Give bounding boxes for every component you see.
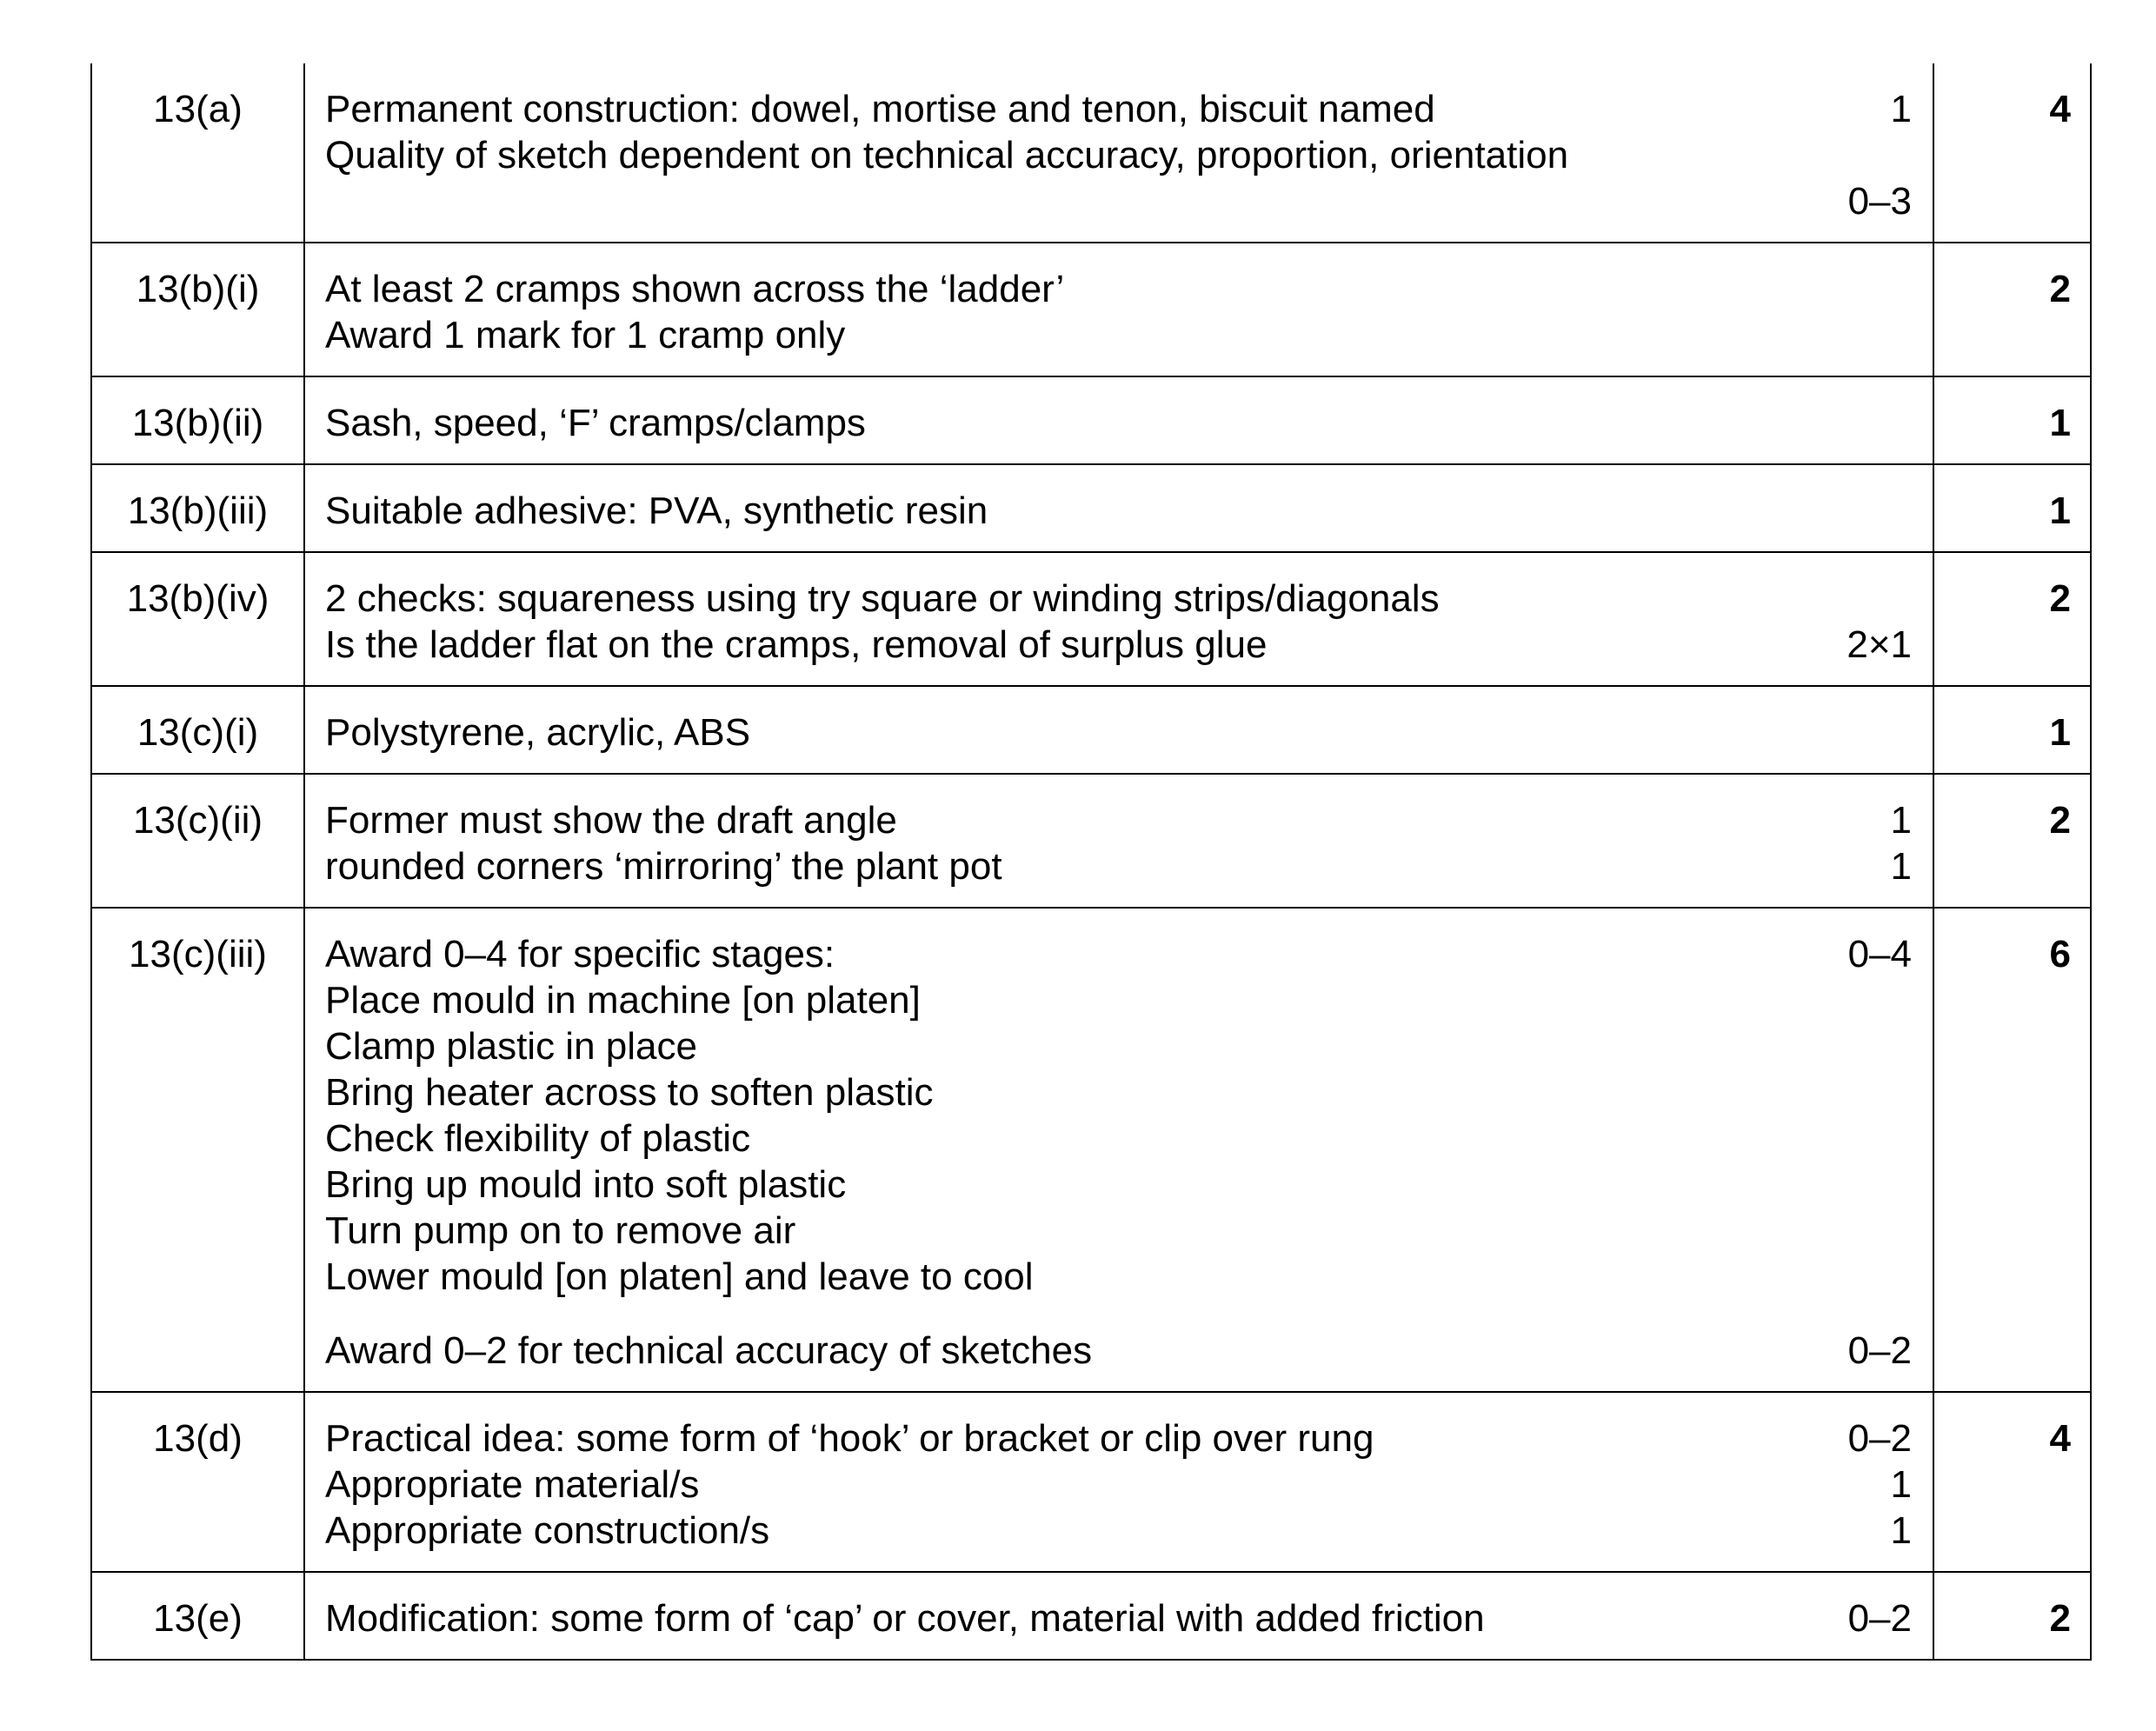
answer-line — [325, 178, 1912, 224]
answer-text: Former must show the draft angle — [325, 799, 897, 842]
answer-line — [325, 1328, 1912, 1374]
answer-text: 2 checks: squareness using try square or winding strips/diagonals — [325, 577, 1440, 620]
answer-line — [325, 1069, 1912, 1115]
total-marks: 4 — [2049, 88, 2071, 130]
table-row — [92, 1573, 2090, 1661]
total-marks: 2 — [2049, 799, 2071, 842]
answer-text: Place mould in machine [on platen] — [325, 979, 921, 1022]
answer-cell — [305, 63, 1934, 242]
answer-text: Polystyrene, acrylic, ABS — [325, 711, 751, 754]
question-number: 13(c)(ii) — [92, 775, 305, 907]
answer-line — [325, 1254, 1912, 1300]
mark-allocation: 0–2 — [1847, 1417, 1912, 1460]
answer-text: Clamp plastic in place — [325, 1025, 697, 1068]
answer-cell — [305, 909, 1934, 1391]
answer-line — [325, 576, 1912, 622]
answer-line — [325, 931, 1912, 977]
answer-text: Quality of sketch dependent on technical accuracy, proportion, orientation — [325, 134, 1569, 176]
answer-text: Award 0–2 for technical accuracy of sketches — [325, 1329, 1093, 1372]
answer-line — [325, 488, 1912, 534]
answer-text: Appropriate material/s — [325, 1463, 700, 1506]
answer-cell — [305, 1573, 1934, 1659]
answer-text: Award 0–4 for specific stages: — [325, 933, 835, 975]
mark-allocation: 1 — [1890, 1463, 1912, 1506]
answer-line — [325, 312, 1912, 358]
question-number: 13(b)(iv) — [92, 553, 305, 685]
answer-text: Sash, speed, ‘F’ cramps/clamps — [325, 402, 866, 444]
mark-allocation: 0–4 — [1847, 933, 1912, 975]
table-row — [92, 465, 2090, 553]
answer-text: Practical idea: some form of ‘hook’ or bracket or clip over rung — [325, 1417, 1374, 1460]
answer-cell — [305, 553, 1934, 685]
answer-cell — [305, 465, 1934, 551]
answer-cell — [305, 377, 1934, 463]
answer-text: Permanent construction: dowel, mortise and tenon, biscuit named — [325, 88, 1435, 130]
answer-text: Is the ladder flat on the cramps, removal of surplus glue — [325, 623, 1268, 666]
answer-line — [325, 1461, 1912, 1508]
answer-line — [325, 1023, 1912, 1069]
answer-text: Award 1 mark for 1 cramp only — [325, 314, 846, 356]
total-marks: 4 — [2049, 1417, 2071, 1460]
answer-cell — [305, 775, 1934, 907]
answer-text: Bring up mould into soft plastic — [325, 1163, 847, 1206]
mark-allocation: 1 — [1890, 799, 1912, 842]
table-row — [92, 243, 2090, 377]
mark-allocation: 1 — [1890, 88, 1912, 130]
question-number: 13(b)(iii) — [92, 465, 305, 551]
answer-text: Bring heater across to soften plastic — [325, 1071, 934, 1114]
answer-line — [325, 709, 1912, 756]
answer-line — [325, 1115, 1912, 1162]
table-row — [92, 687, 2090, 775]
total-marks: 1 — [2049, 489, 2071, 532]
answer-line — [325, 266, 1912, 312]
question-number: 13(a) — [92, 63, 305, 242]
answer-line — [325, 843, 1912, 889]
total-marks: 6 — [2049, 933, 2071, 975]
table-row — [92, 63, 2090, 243]
answer-line — [325, 1208, 1912, 1254]
mark-scheme-table — [90, 63, 2092, 1661]
mark-allocation: 1 — [1890, 845, 1912, 888]
answer-line — [325, 797, 1912, 843]
table-row — [92, 1393, 2090, 1573]
answer-line — [325, 977, 1912, 1023]
answer-cell — [305, 1393, 1934, 1571]
answer-text: rounded corners ‘mirroring’ the plant pot — [325, 845, 1002, 888]
total-marks: 2 — [2049, 268, 2071, 310]
answer-line — [325, 400, 1912, 446]
answer-line — [325, 1595, 1912, 1641]
answer-text: At least 2 cramps shown across the ‘ladder’ — [325, 268, 1065, 310]
answer-line — [325, 1415, 1912, 1461]
table-row — [92, 909, 2090, 1393]
mark-allocation: 0–2 — [1847, 1597, 1912, 1640]
question-number: 13(c)(iii) — [92, 909, 305, 1391]
question-number: 13(b)(ii) — [92, 377, 305, 463]
mark-allocation: 1 — [1890, 1509, 1912, 1552]
table-row — [92, 377, 2090, 465]
question-number: 13(b)(i) — [92, 243, 305, 376]
answer-text: Turn pump on to remove air — [325, 1209, 796, 1252]
mark-allocation: 0–3 — [1847, 180, 1912, 223]
total-marks: 1 — [2049, 402, 2071, 444]
answer-text: Lower mould [on platen] and leave to cool — [325, 1255, 1034, 1298]
answer-text: Modification: some form of ‘cap’ or cover, material with added friction — [325, 1597, 1485, 1640]
question-number: 13(e) — [92, 1573, 305, 1659]
answer-line — [325, 622, 1912, 668]
answer-text: Appropriate construction/s — [325, 1509, 770, 1552]
mark-allocation: 0–2 — [1847, 1329, 1912, 1372]
question-number: 13(c)(i) — [92, 687, 305, 773]
total-marks: 1 — [2049, 711, 2071, 754]
answer-cell — [305, 243, 1934, 376]
table-row — [92, 553, 2090, 687]
table-row — [92, 775, 2090, 909]
total-marks: 2 — [2049, 1597, 2071, 1640]
answer-line — [325, 86, 1912, 132]
answer-cell — [305, 687, 1934, 773]
mark-allocation: 2×1 — [1847, 623, 1912, 666]
total-marks: 2 — [2049, 577, 2071, 620]
answer-text: Check flexibility of plastic — [325, 1117, 751, 1160]
answer-line — [325, 1162, 1912, 1208]
answer-text: Suitable adhesive: PVA, synthetic resin — [325, 489, 988, 532]
answer-line — [325, 1508, 1912, 1554]
question-number: 13(d) — [92, 1393, 305, 1571]
answer-line — [325, 132, 1912, 178]
